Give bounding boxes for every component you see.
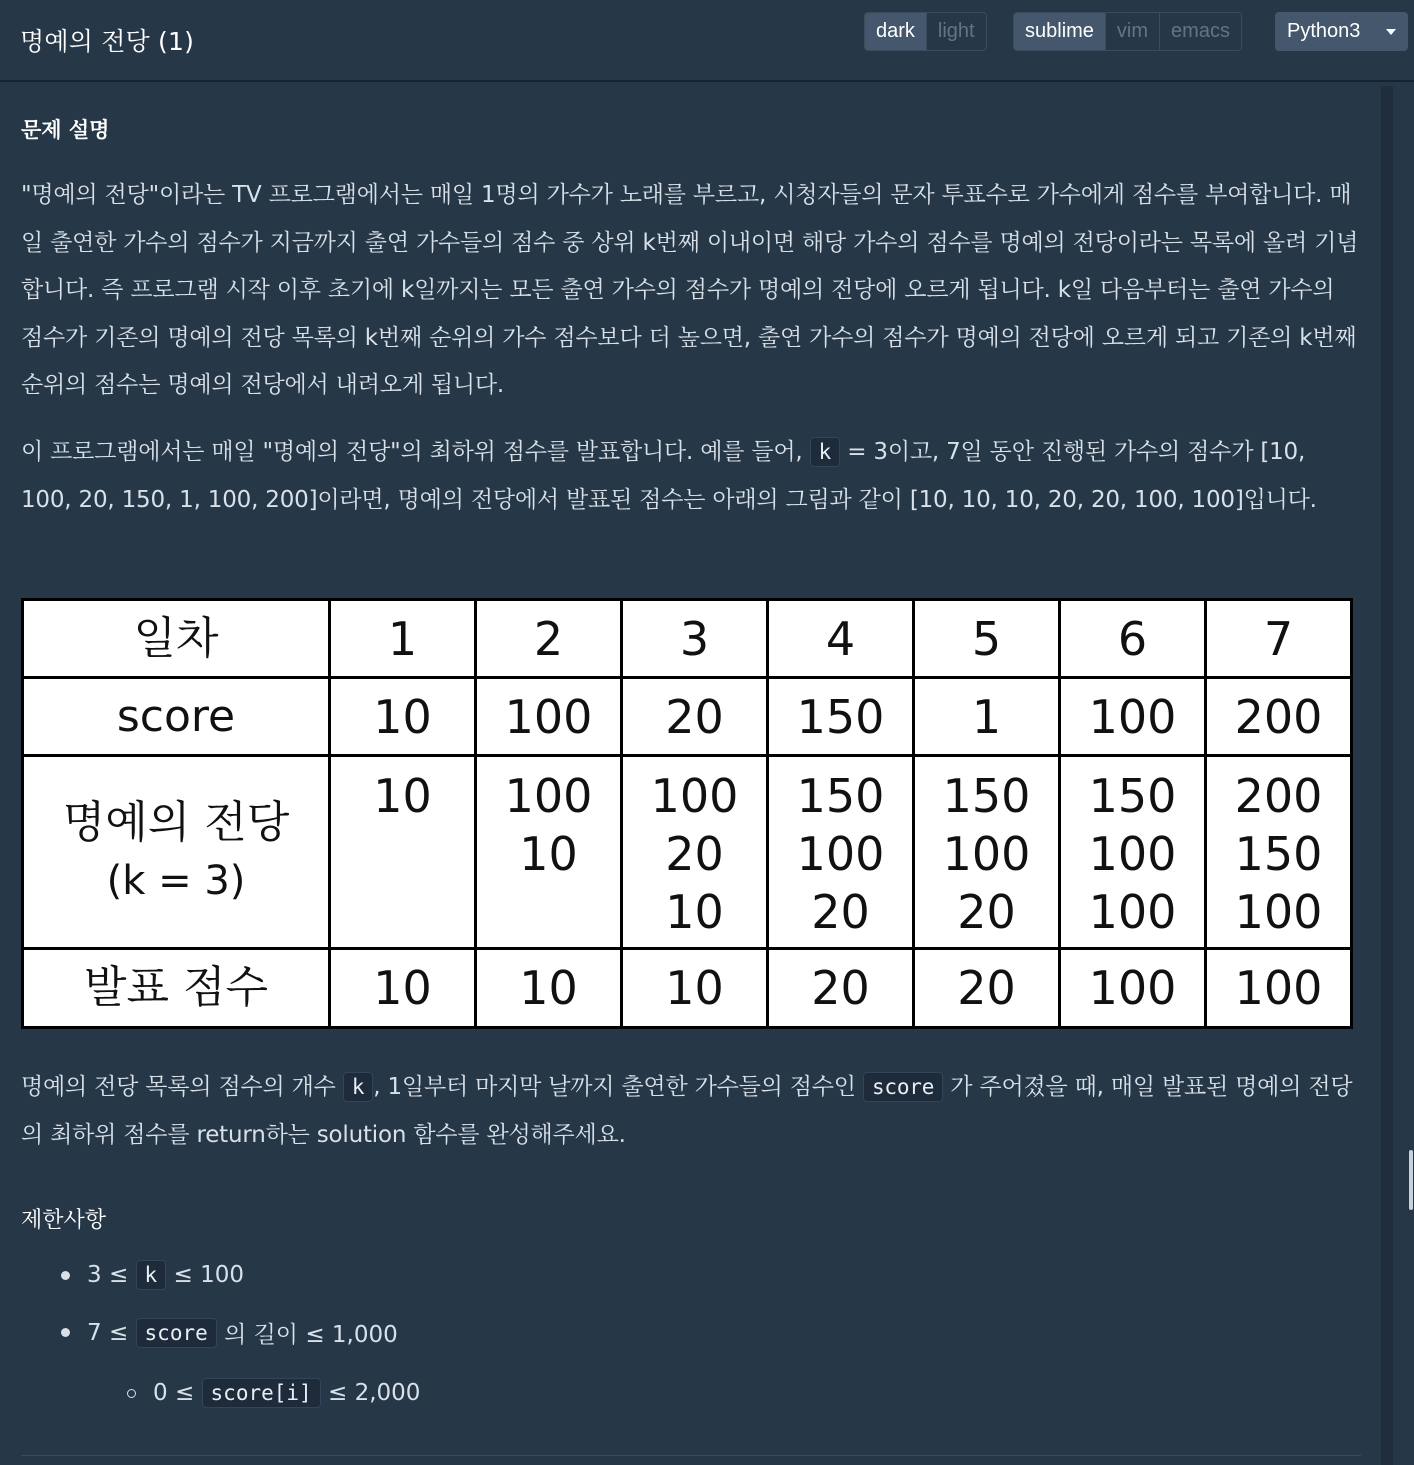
figure-score-cell: 100: [476, 678, 622, 756]
hall-value: 10: [665, 885, 724, 939]
task-text-2: , 1일부터 마지막 날까지 출연한 가수들의 점수인: [373, 1074, 856, 1100]
theme-dark-button[interactable]: dark: [865, 13, 926, 50]
hall-value: 150: [1234, 827, 1323, 881]
page-title: 명예의 전당 (1): [20, 27, 195, 56]
inline-code-score-i: score[i]: [202, 1378, 321, 1408]
hall-value: 100: [1088, 885, 1177, 939]
example-paragraph: [21, 429, 1361, 524]
content-scrollbar-track[interactable]: [1381, 86, 1393, 1465]
inline-code-score: score: [136, 1318, 217, 1348]
inline-code-score: score: [863, 1072, 943, 1102]
constraint-suffix: ≤ 2,000: [328, 1380, 421, 1406]
figure-day-cell: 5: [914, 600, 1060, 678]
figure-hall-cell: [330, 756, 476, 949]
inline-code-k: k: [810, 437, 840, 467]
hall-value: 10: [519, 827, 578, 881]
task-text-1: 명예의 전당 목록의 점수의 개수: [21, 1074, 336, 1100]
inline-code-k: k: [136, 1260, 167, 1290]
constraint-item: [61, 1260, 244, 1290]
constraint-prefix: 3 ≤: [87, 1262, 129, 1288]
figure-score-cell: 200: [1206, 678, 1352, 756]
section-heading-problem: 문제 설명: [21, 118, 110, 142]
figure-day-cell: 6: [1060, 600, 1206, 678]
figure-hall-cell: [476, 756, 622, 949]
figure-hall-cell: [914, 756, 1060, 949]
constraint-subitem: [127, 1378, 420, 1408]
keymap-vim-button[interactable]: vim: [1105, 13, 1159, 50]
figure-score-cell: 20: [622, 678, 768, 756]
figure-day-cell: 2: [476, 600, 622, 678]
constraint-prefix: 0 ≤: [153, 1380, 195, 1406]
bullet-icon: [61, 1328, 70, 1337]
hall-value: 150: [1088, 769, 1177, 823]
figure-announced-cell: 100: [1060, 949, 1206, 1028]
figure-announced-cell: 10: [330, 949, 476, 1028]
hall-value: 20: [811, 885, 870, 939]
figure-day-cell: 7: [1206, 600, 1352, 678]
hall-value: 100: [796, 827, 885, 881]
theme-toggle: [864, 12, 987, 51]
figure-day-cell: 4: [768, 600, 914, 678]
hall-value: 150: [796, 769, 885, 823]
figure-hall-cell: [1060, 756, 1206, 949]
figure-score-cell: 150: [768, 678, 914, 756]
figure-announced-cell: 20: [768, 949, 914, 1028]
figure-announced-cell: 20: [914, 949, 1060, 1028]
inline-code-k: k: [343, 1072, 373, 1102]
hall-value: 10: [373, 769, 432, 823]
keymap-toggle: [1013, 12, 1242, 51]
figure-row-day: [23, 600, 1352, 678]
figure-day-cell: 1: [330, 600, 476, 678]
figure-announced-cell: 10: [622, 949, 768, 1028]
figure-row-announced: [23, 949, 1352, 1028]
constraint-prefix: 7 ≤: [87, 1319, 129, 1346]
figure-header-day: 일차: [23, 600, 330, 678]
figure-header-score: score: [23, 678, 330, 756]
language-label: Python3: [1287, 20, 1361, 42]
figure-announced-cell: 100: [1206, 949, 1352, 1028]
figure-score-cell: 1: [914, 678, 1060, 756]
figure-header-hall-line2: (k = 3): [106, 858, 246, 904]
figure-hall-cell: [622, 756, 768, 949]
hall-value: 100: [504, 769, 593, 823]
keymap-sublime-button[interactable]: sublime: [1014, 13, 1105, 50]
figure-header-hall: [23, 756, 330, 949]
section-heading-constraints: 제한사항: [21, 1208, 107, 1233]
hall-value: 200: [1234, 769, 1323, 823]
figure-score-cell: 100: [1060, 678, 1206, 756]
page-scrollbar-thumb[interactable]: [1409, 1150, 1413, 1210]
figure-row-score: [23, 678, 1352, 756]
top-bar: [0, 0, 1414, 82]
constraint-item: [61, 1316, 398, 1349]
figure-header-announced: 발표 점수: [23, 949, 330, 1028]
problem-paragraph: "명예의 전당"이라는 TV 프로그램에서는 매일 1명의 가수가 노래를 부르고, 시청자들의 문자 투표수로 가수에게 점수를 부여합니다. 매일 출연한 가수의 점수가 지금까지 출연 가수들의 점수 중 상위 k번째 이내이면 해당 가수의 점수를 명예의 전당이라는 목록에 올려 기념합니다. 즉 프로그램 시작 이후 초기에 k일까지는 모든 출연 가수의 점수가 명예의 전당에 오르게 됩니다. k일 다음부터는 출연 가수의 점수가 기존의 명예의 전당 목록의 k번째 순위의 가수 점수보다 더 높으면, 출연 가수의 점수가 명예의 전당에 오르게 되고 기존의 k번째 순위의 점수는 명예의 전당에서 내려오게 됩니다.: [21, 182, 1359, 398]
hall-value: 100: [1088, 827, 1177, 881]
hall-value: 100: [1234, 885, 1323, 939]
constraint-suffix: ≤ 100: [173, 1262, 244, 1288]
example-text-after: = 3이고, 7일 동안 진행된 가수의 점수가 [10, 100, 20, 150, 1, 100, 200]이라면, 명예의 전당에서 발표된 점수는 아래의 그림과 같이 [10, 10, 10, 20, 20, 100, 100]입니다.: [21, 439, 1317, 513]
task-paragraph: [21, 1064, 1361, 1159]
chevron-down-icon: [1386, 29, 1396, 35]
constraint-suffix: 의 길이 ≤ 1,000: [224, 1322, 398, 1348]
language-select[interactable]: [1275, 12, 1408, 51]
keymap-emacs-button[interactable]: emacs: [1159, 13, 1241, 50]
figure-hall-cell: [768, 756, 914, 949]
figure-announced-cell: 10: [476, 949, 622, 1028]
task-text-3: 가 주어졌을 때, 매일 발표된 명예의 전당의 최하위 점수를 return하는 solution 함수를 완성해주세요.: [21, 1074, 1353, 1148]
example-text-before: 이 프로그램에서는 매일 "명예의 전당"의 최하위 점수를 발표합니다. 예를 들어,: [21, 439, 803, 465]
hall-value: 150: [942, 769, 1031, 823]
figure-header-hall-line1: 명예의 전당: [62, 797, 290, 848]
hollow-bullet-icon: [127, 1389, 136, 1398]
bullet-icon: [61, 1271, 70, 1280]
hall-value: 20: [957, 885, 1016, 939]
figure-row-hall: [23, 756, 1352, 949]
hall-value: 100: [942, 827, 1031, 881]
figure-score-cell: 10: [330, 678, 476, 756]
figure-day-cell: 3: [622, 600, 768, 678]
section-divider: [21, 1455, 1361, 1456]
figure-hall-cell: [1206, 756, 1352, 949]
theme-light-button[interactable]: light: [926, 13, 986, 50]
hall-value: 100: [650, 769, 739, 823]
hall-of-fame-figure: [21, 598, 1353, 1029]
hall-value: 20: [665, 827, 724, 881]
